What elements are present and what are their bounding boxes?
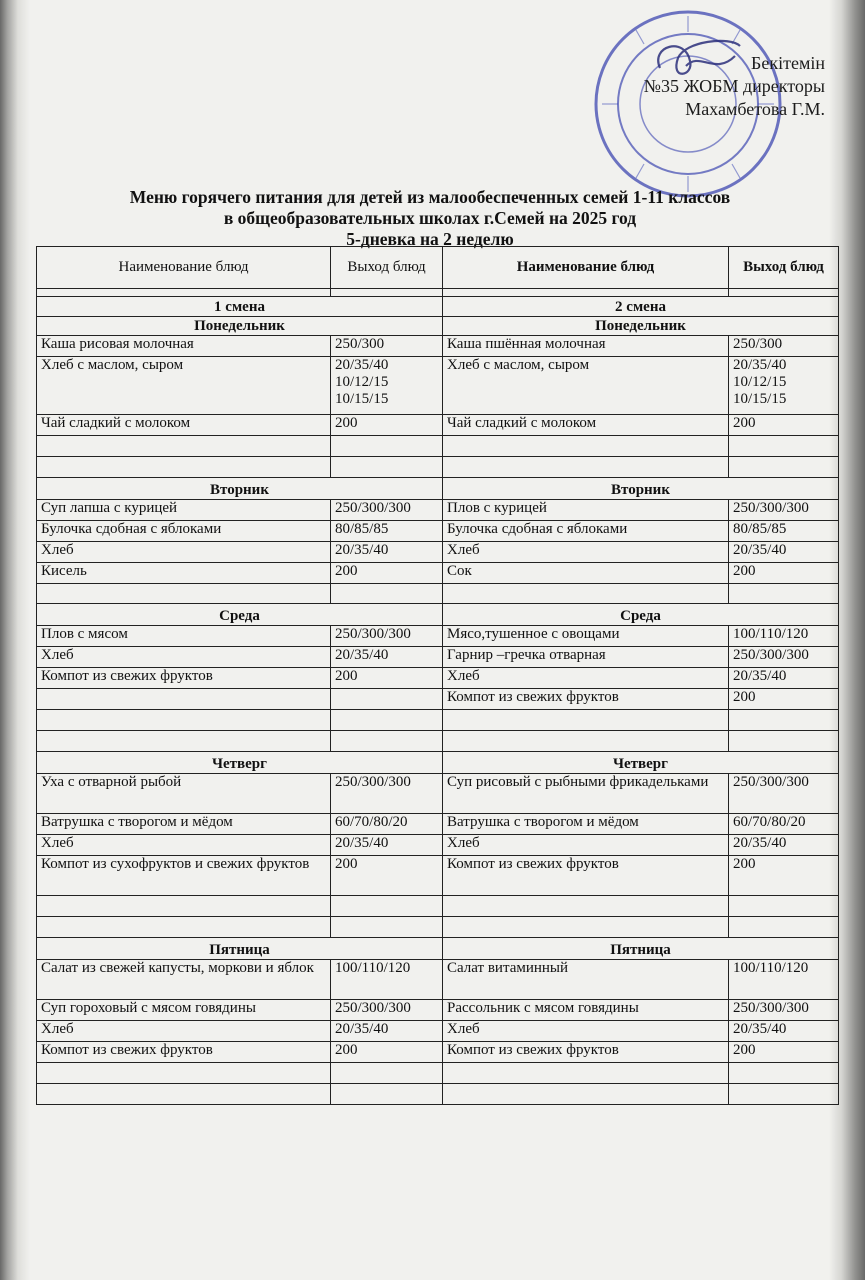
dish-cell: Компот из сухофруктов и свежих фруктов: [37, 856, 331, 896]
dish-cell: Хлеб: [443, 1021, 729, 1042]
dish-cell: Булочка сдобная с яблоками: [443, 521, 729, 542]
day-row-thursday: [37, 752, 839, 774]
dish-cell: Хлеб: [443, 542, 729, 563]
dish-cell: Компот из свежих фруктов: [443, 689, 729, 710]
empty-row: [37, 731, 839, 752]
portion-line: 10/12/15: [733, 374, 787, 390]
portion-line: 10/15/15: [733, 391, 787, 407]
portion-cell: 250/300: [729, 336, 839, 357]
portion-cell: [331, 689, 443, 710]
col-header-portion-2: Выход блюд: [729, 247, 839, 289]
portion-line: 20/35/40: [335, 357, 389, 373]
portion-cell: 250/300/300: [331, 774, 443, 814]
dish-cell: [37, 689, 331, 710]
empty-row: [37, 710, 839, 731]
portion-cell: 20/35/40: [331, 647, 443, 668]
portion-cell: 20/35/40: [729, 668, 839, 689]
col-header-portion: Выход блюд: [331, 247, 443, 289]
day-row-friday: [37, 938, 839, 960]
portion-cell: 200: [729, 415, 839, 436]
portion-cell: 60/70/80/20: [729, 814, 839, 835]
dish-cell: Хлеб с маслом, сыром: [443, 357, 729, 415]
portion-cell: 200: [331, 1042, 443, 1063]
table-row: [37, 1021, 839, 1042]
dish-cell: Салат витаминный: [443, 960, 729, 1000]
document-period: 5-дневка на 2 неделю: [346, 229, 514, 249]
dish-cell: Компот из свежих фруктов: [37, 668, 331, 689]
dish-cell: Мясо,тушенное с овощами: [443, 626, 729, 647]
empty-row: [37, 584, 839, 604]
portion-cell: 80/85/85: [331, 521, 443, 542]
day-row-monday: [37, 317, 839, 336]
dish-cell: Ватрушка с творогом и мёдом: [443, 814, 729, 835]
table-header-row: [37, 247, 839, 289]
portion-cell: 20/35/40: [331, 1021, 443, 1042]
empty-row: [37, 1084, 839, 1105]
portion-cell: 250/300/300: [729, 774, 839, 814]
table-row: [37, 689, 839, 710]
dish-cell: Хлеб с маслом, сыром: [37, 357, 331, 415]
table-row: [37, 542, 839, 563]
shift-1-label: 1 смена: [37, 297, 443, 317]
portion-line: 10/12/15: [335, 374, 389, 390]
table-row: [37, 835, 839, 856]
approval-line-1: Бекітемін: [751, 53, 825, 73]
portion-cell: 250/300/300: [331, 500, 443, 521]
dish-cell: Сок: [443, 563, 729, 584]
dish-cell: Чай сладкий с молоком: [443, 415, 729, 436]
day-label-shift1: Вторник: [37, 478, 443, 500]
empty-row: [37, 917, 839, 938]
document-title: Меню горячего питания для детей из малообеспеченных семей 1-11 классов: [129, 187, 731, 207]
table-row: [37, 563, 839, 584]
day-label-shift2: Четверг: [443, 752, 839, 774]
col-header-dish-2: Наименование блюд: [443, 247, 729, 289]
portion-cell: 200: [729, 856, 839, 896]
portion-cell: 200: [331, 668, 443, 689]
dish-cell: Гарнир –гречка отварная: [443, 647, 729, 668]
dish-cell: Рассольник с мясом говядины: [443, 1000, 729, 1021]
day-label-shift1: Пятница: [37, 938, 443, 960]
dish-cell: Каша пшённая молочная: [443, 336, 729, 357]
dish-cell: Хлеб: [443, 668, 729, 689]
empty-row: [37, 436, 839, 457]
portion-cell: 100/110/120: [331, 960, 443, 1000]
dish-cell: Чай сладкий с молоком: [37, 415, 331, 436]
dish-cell: Булочка сдобная с яблоками: [37, 521, 331, 542]
dish-cell: Суп рисовый с рыбными фрикадельками: [443, 774, 729, 814]
approval-line-2: №35 ЖОБМ директоры: [643, 76, 825, 96]
dish-cell: Плов с курицей: [443, 500, 729, 521]
day-label-shift2: Пятница: [443, 938, 839, 960]
day-row-tuesday: [37, 478, 839, 500]
table-row: [37, 647, 839, 668]
day-label-shift2: Понедельник: [443, 317, 839, 336]
portion-cell: 200: [729, 563, 839, 584]
dish-cell: Кисель: [37, 563, 331, 584]
portion-cell: 20/35/40: [729, 542, 839, 563]
portion-cell: 100/110/120: [729, 626, 839, 647]
dish-cell: Компот из свежих фруктов: [37, 1042, 331, 1063]
dish-cell: Плов с мясом: [37, 626, 331, 647]
col-header-dish: Наименование блюд: [37, 247, 331, 289]
dish-cell: Компот из свежих фруктов: [443, 1042, 729, 1063]
portion-cell: 60/70/80/20: [331, 814, 443, 835]
scan-edge-left: [0, 0, 30, 1280]
portion-cell: 100/110/120: [729, 960, 839, 1000]
portion-line: 10/15/15: [335, 391, 389, 407]
dish-cell: Уха с отварной рыбой: [37, 774, 331, 814]
table-row: [37, 774, 839, 814]
empty-row: [37, 457, 839, 478]
dish-cell: Ватрушка с творогом и мёдом: [37, 814, 331, 835]
dish-cell: Хлеб: [37, 835, 331, 856]
day-row-wednesday: [37, 604, 839, 626]
table-row: [37, 1042, 839, 1063]
table-row: [37, 357, 839, 415]
dish-cell: Хлеб: [37, 542, 331, 563]
day-label-shift1: Среда: [37, 604, 443, 626]
empty-row: [37, 896, 839, 917]
portion-cell: 200: [729, 689, 839, 710]
table-row: [37, 856, 839, 896]
portion-cell: 200: [331, 415, 443, 436]
spacer-row: [37, 289, 839, 297]
shift-2-label: 2 смена: [443, 297, 839, 317]
dish-cell: Суп лапша с курицей: [37, 500, 331, 521]
portion-cell: [729, 357, 839, 415]
portion-cell: 250/300: [331, 336, 443, 357]
day-label-shift1: Четверг: [37, 752, 443, 774]
table-row: [37, 960, 839, 1000]
portion-cell: 80/85/85: [729, 521, 839, 542]
portion-cell: 250/300/300: [331, 1000, 443, 1021]
portion-cell: 250/300/300: [331, 626, 443, 647]
table-row: [37, 814, 839, 835]
portion-cell: 20/35/40: [331, 542, 443, 563]
day-label-shift2: Среда: [443, 604, 839, 626]
empty-row: [37, 1063, 839, 1084]
table-row: [37, 626, 839, 647]
table-row: [37, 500, 839, 521]
day-label-shift2: Вторник: [443, 478, 839, 500]
dish-cell: Суп гороховый с мясом говядины: [37, 1000, 331, 1021]
table-row: [37, 415, 839, 436]
menu-table: [36, 246, 839, 1105]
portion-cell: 250/300/300: [729, 1000, 839, 1021]
portion-line: 20/35/40: [733, 357, 787, 373]
approval-line-3: Махамбетова Г.М.: [685, 99, 825, 119]
table-row: [37, 1000, 839, 1021]
portion-cell: 250/300/300: [729, 500, 839, 521]
document-subtitle: в общеобразовательных школах г.Семей на 2025 год: [223, 208, 637, 228]
table-row: [37, 668, 839, 689]
portion-cell: 20/35/40: [729, 1021, 839, 1042]
day-label-shift1: Понедельник: [37, 317, 443, 336]
shift-row: [37, 297, 839, 317]
dish-cell: Хлеб: [443, 835, 729, 856]
portion-cell: 20/35/40: [729, 835, 839, 856]
dish-cell: Компот из свежих фруктов: [443, 856, 729, 896]
portion-cell: 200: [331, 856, 443, 896]
portion-cell: 200: [331, 563, 443, 584]
portion-cell: [331, 357, 443, 415]
table-row: [37, 521, 839, 542]
portion-cell: 250/300/300: [729, 647, 839, 668]
portion-cell: 200: [729, 1042, 839, 1063]
dish-cell: Каша рисовая молочная: [37, 336, 331, 357]
dish-cell: Салат из свежей капусты, моркови и яблок: [37, 960, 331, 1000]
table-row: [37, 336, 839, 357]
approval-block: [644, 52, 825, 121]
portion-cell: 20/35/40: [331, 835, 443, 856]
dish-cell: Хлеб: [37, 647, 331, 668]
dish-cell: Хлеб: [37, 1021, 331, 1042]
